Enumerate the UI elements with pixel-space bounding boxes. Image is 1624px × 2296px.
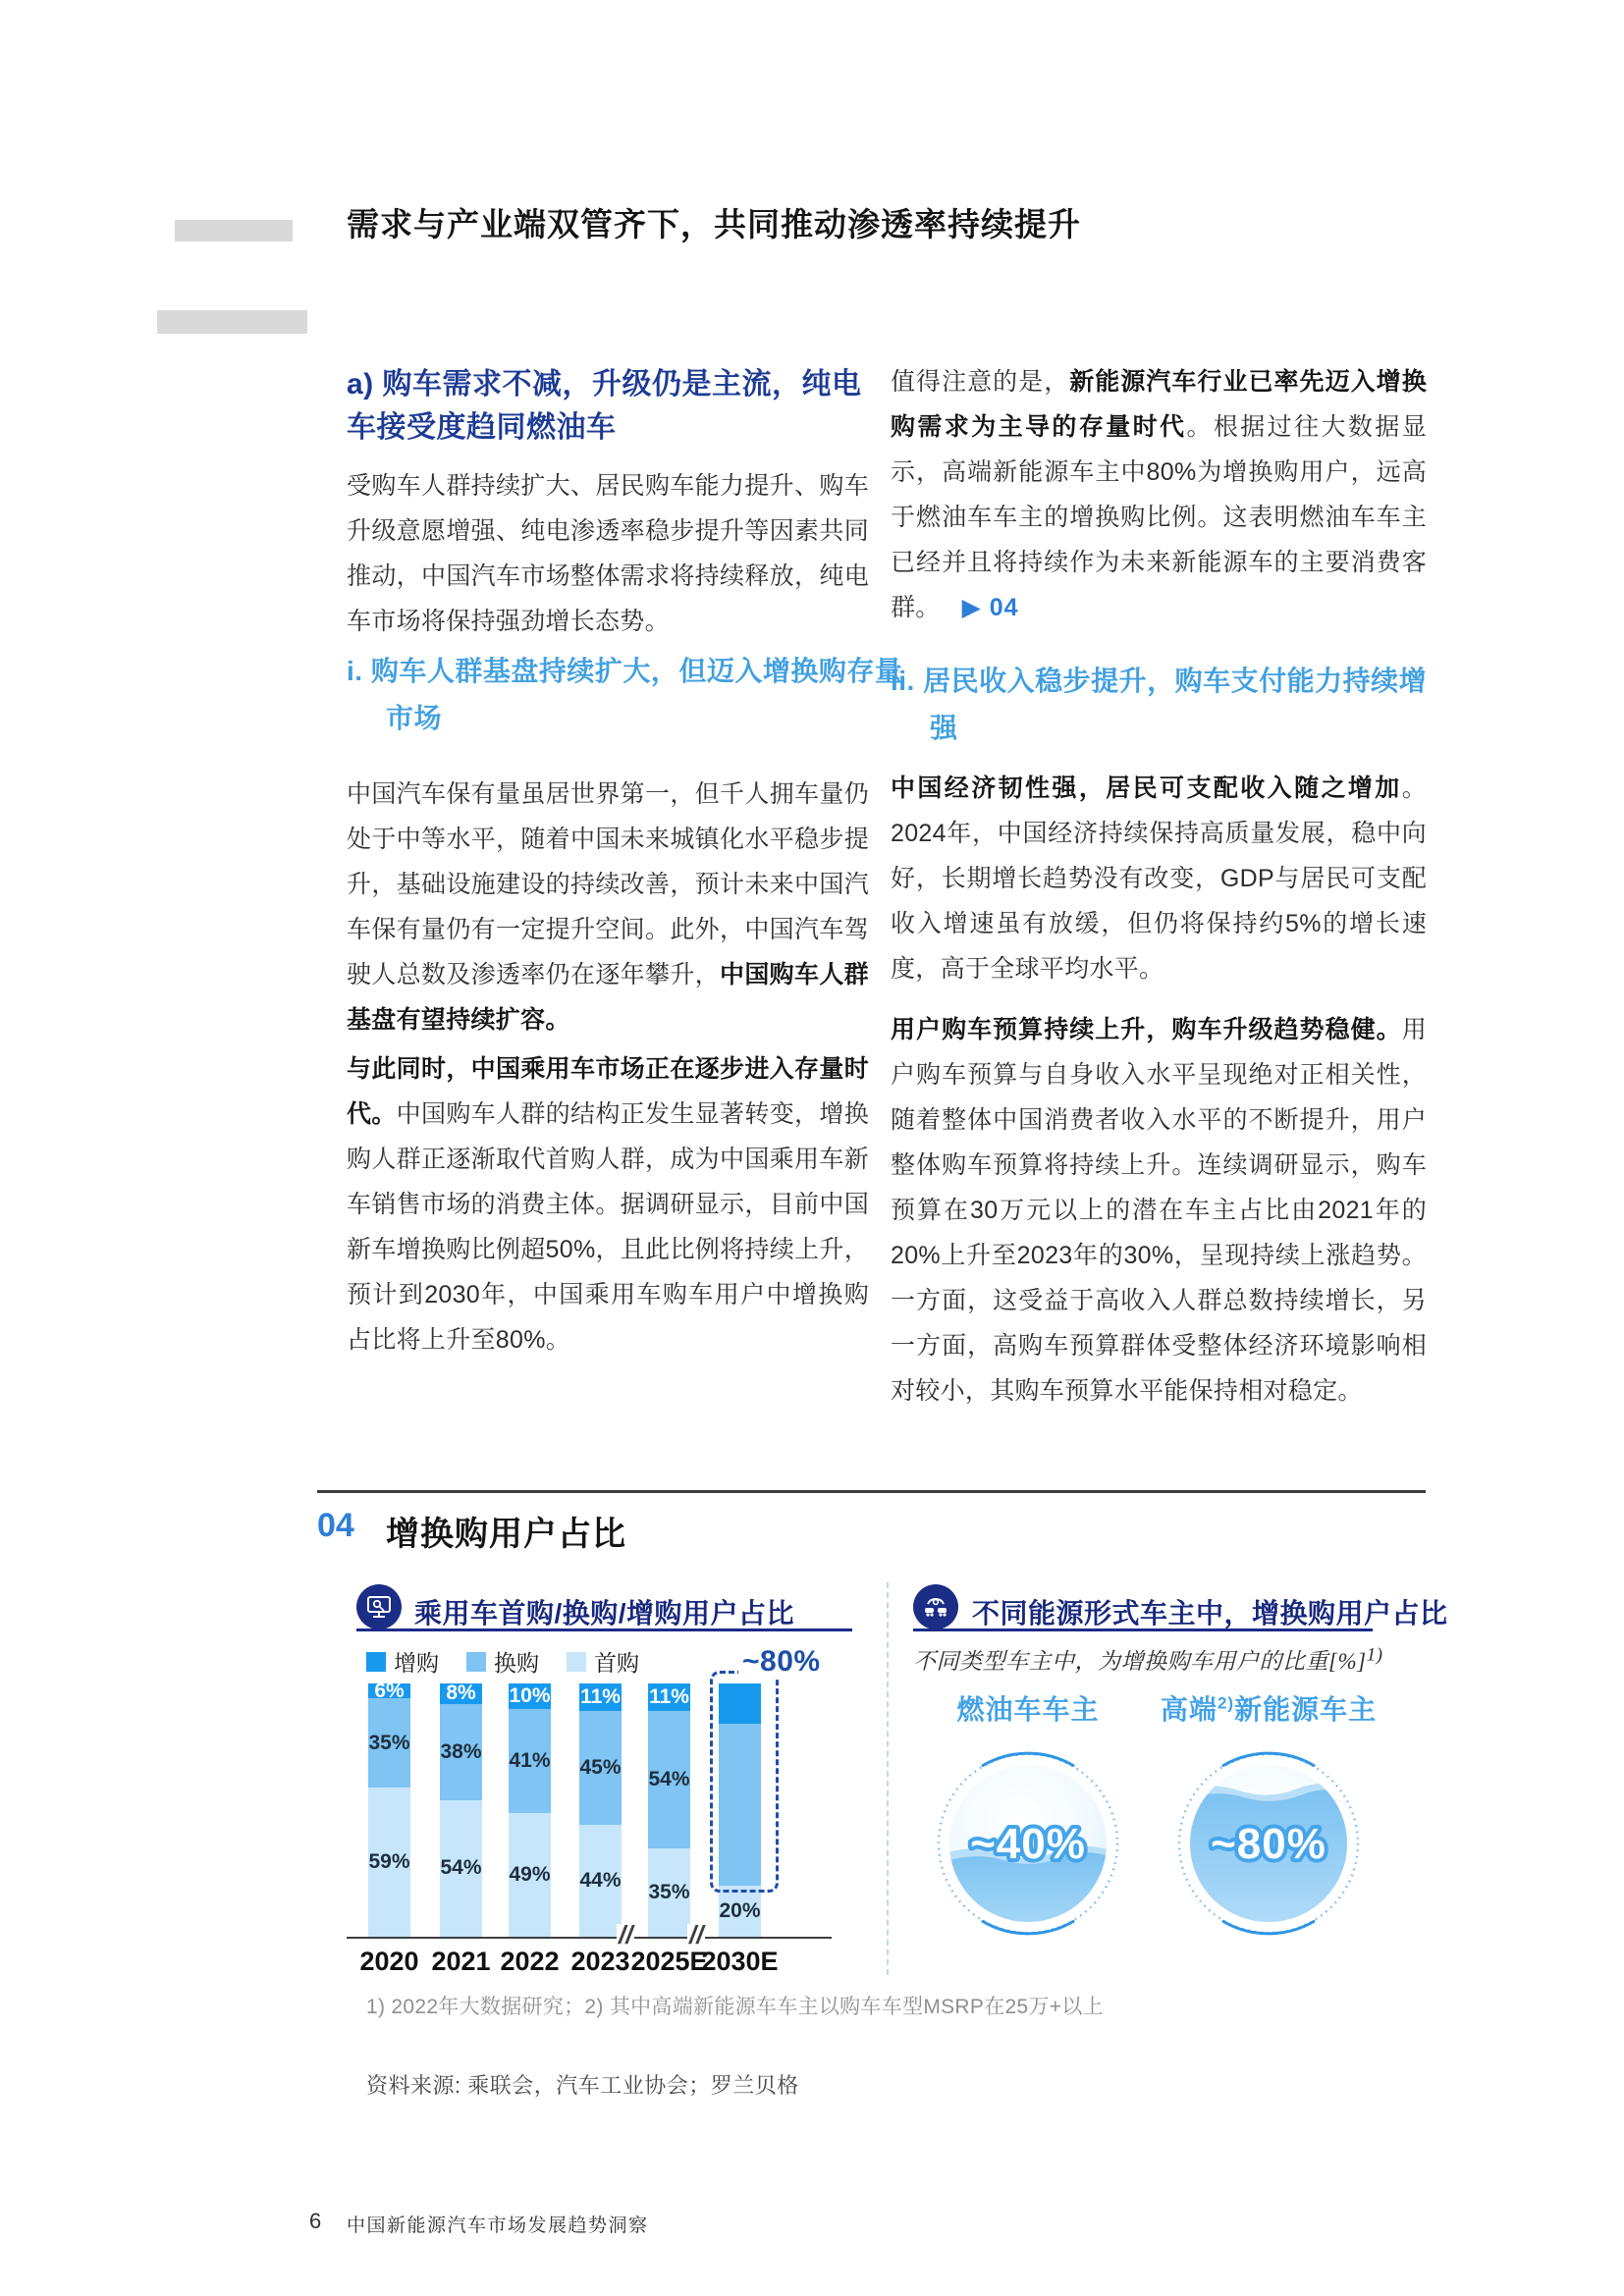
segment-label: 35%: [648, 1880, 690, 1903]
left-p1-text: 受购车人群持续扩大、居民购车能力提升、购车升级意愿增强、纯电渗透率稳步提升等因素共同推动，中国汽车市场整体需求将持续释放，纯电车市场将保持强劲增长态势。: [347, 472, 869, 635]
right-p2-normal: 。2024年，中国经济持续保持高质量发展，稳中向好，长期增长趋势没有改变，GDP与居民可支配收入增速虽有放缓，但仍将保持约5%的增长速度，高于全球平均水平。: [891, 774, 1427, 983]
segment-label: 11%: [649, 1685, 689, 1709]
segment-首购-2030E: [719, 1886, 761, 1937]
segment-首购-2023: [579, 1825, 622, 1937]
gauge-fuel-owners: [930, 1745, 1126, 1942]
bar-2025E: [648, 1683, 690, 1937]
segment-label: 38%: [440, 1739, 482, 1763]
x-axis-label-2020: 2020: [359, 1947, 419, 1976]
heading-i: i. 购车人群基盘持续扩大，但迈入增换购存量市场: [347, 656, 903, 733]
segment-首购-2020: [368, 1788, 410, 1937]
x-axis-label-2030E: 2030E: [701, 1947, 779, 1976]
figure-footnote: 1) 2022年大数据研究；2) 其中高端新能源车车主以购车车型MSRP在25万+以上: [366, 1996, 1104, 2018]
left-p3-bold: 与此同时，中国乘用车市场正在逐步进入存量时代。: [347, 1055, 869, 1128]
footer-title: 中国新能源汽车市场发展趋势洞察: [347, 2216, 649, 2236]
chart-panel-left-icon-circle: [356, 1584, 402, 1629]
gauge-label-fuel: 燃油车车主: [956, 1694, 1100, 1725]
figure-number: 04: [317, 1507, 354, 1544]
axis-break-2: //: [689, 1920, 704, 1949]
right-paragraph-1: [891, 359, 1427, 630]
bar-2021: [440, 1683, 482, 1937]
x-axis-line: [347, 1937, 832, 1939]
segment-换购-2023: [579, 1711, 622, 1825]
gauge-value-fuel: ~40%: [970, 1820, 1086, 1868]
x-axis-label-2022: 2022: [500, 1947, 560, 1976]
left-paragraph-3: [347, 1046, 869, 1362]
page-title: 需求与产业端双管齐下，共同推动渗透率持续提升: [347, 206, 1081, 242]
segment-增购-2021: [440, 1683, 482, 1704]
chart-panel-right-icon-circle: [913, 1584, 958, 1629]
segment-label: 20%: [719, 1899, 761, 1923]
segment-增购-2022: [509, 1683, 551, 1709]
figure-title: 增换购用户占比: [386, 1516, 626, 1553]
right-p1-bold: 新能源汽车行业已率先迈入增换购需求为主导的存量时代: [891, 368, 1427, 441]
panel-divider-dotted: [887, 1582, 889, 1975]
segment-label: 10%: [509, 1683, 551, 1707]
vehicles-energy-icon: [921, 1592, 950, 1622]
bar-2022: [509, 1683, 551, 1937]
segment-增购-2020: [368, 1679, 410, 1702]
segment-label: 8%: [446, 1682, 476, 1705]
gauge-subtitle-main: 不同类型车主中，为增换购车用户的比重[%]: [913, 1649, 1367, 1674]
gauge-label-nev: 高端$^{2)}$新能源车主: [1160, 1693, 1378, 1725]
bar-2023: [579, 1683, 622, 1937]
right-paragraph-3: [891, 1007, 1427, 1414]
segment-增购-2025E: [648, 1683, 690, 1711]
decorative-bar-bottom: [157, 310, 307, 334]
segment-label: 44%: [579, 1869, 622, 1893]
legend-label: 首购: [594, 1650, 639, 1676]
x-axis-label-2023: 2023: [570, 1947, 630, 1976]
segment-首购-2025E: [648, 1848, 690, 1937]
x-axis-label-2021: 2021: [431, 1947, 491, 1976]
gauge-top-arc: [1223, 1753, 1314, 1765]
legend-label: 增购: [394, 1650, 439, 1676]
segment-label: 6%: [374, 1679, 405, 1702]
segment-增购-2023: [579, 1683, 622, 1711]
bar-chart-title: 乘用车首购/换购/增购用户占比: [414, 1598, 795, 1629]
heading-a: a) 购车需求不减，升级仍是主流，纯电车接受度趋同燃油车: [347, 368, 862, 444]
gauge-subtitle-sup: 1): [1366, 1644, 1383, 1666]
segment-label: 59%: [368, 1849, 410, 1873]
right-p3-bold: 用户购车预算持续上升，购车升级趋势稳健。: [891, 1016, 1402, 1043]
segment-label: 11%: [580, 1685, 621, 1709]
segment-label: 54%: [648, 1768, 690, 1791]
page-number: 6: [309, 2209, 322, 2233]
segment-label: 41%: [509, 1748, 551, 1772]
segment-换购-2022: [509, 1709, 551, 1813]
annotation-dashed-box: [710, 1671, 779, 1893]
gauge-bottom-arc: [983, 1922, 1073, 1934]
gauge-bottom-arc: [1223, 1922, 1314, 1934]
x-axis-label-2025E: 2025E: [630, 1947, 708, 1976]
segment-首购-2022: [509, 1813, 551, 1937]
right-panel-underline: [913, 1629, 1373, 1631]
segment-首购-2021: [440, 1800, 482, 1937]
right-p2-bold: 中国经济韧性强，居民可支配收入随之增加: [891, 774, 1402, 802]
research-monitor-icon: [364, 1592, 394, 1622]
axis-break-1: //: [619, 1920, 633, 1949]
right-p1-pre: 值得注意的是，: [891, 368, 1070, 396]
section-divider-rule: [317, 1490, 1426, 1493]
decorative-bar-top: [175, 220, 293, 241]
left-panel-underline: [356, 1629, 852, 1631]
annotation-label: ~80%: [738, 1645, 825, 1679]
right-p1-post: 。根据过往大数据显示，高端新能源车主中80%为增换购用户，远高于燃油车车主的增换购比例。这表明燃油车车主已经并且将持续作为未来新能源车的主要消费客群。: [891, 413, 1427, 621]
segment-label: 45%: [579, 1756, 622, 1780]
source-line: 资料来源: 乘联会，汽车工业协会；罗兰贝格: [366, 2073, 799, 2098]
figure-reference-04: ▶ 04: [961, 594, 1019, 621]
left-p2-bold: 中国购车人群基盘有望持续扩容。: [347, 961, 869, 1034]
heading-ii: ii. 居民收入稳步提升，购车支付能力持续增强: [891, 666, 1428, 743]
segment-label: 49%: [509, 1862, 551, 1886]
segment-换购-2025E: [648, 1711, 690, 1847]
gauge-value-nev: ~80%: [1211, 1820, 1326, 1868]
gauge-chart-title: 不同能源形式车主中，增换购用户占比: [972, 1598, 1448, 1629]
left-p3-normal: 中国购车人群的结构正发生显著转变，增换购人群正逐渐取代首购人群，成为中国乘用车新车销售市场的消费主体。据调研显示，目前中国新车增换购比例超50%，且此比例将持续上升，预计到2030年，中国乘用车购车用户中增换购占比将上升至80%。: [347, 1100, 869, 1354]
segment-换购-2021: [440, 1704, 482, 1800]
gauge-nev-owners: [1170, 1745, 1367, 1942]
right-p3-normal: 用户购车预算与自身收入水平呈现绝对正相关性，随着整体中国消费者收入水平的不断提升，用户整体购车预算将持续上升。连续调研显示，购车预算在30万元以上的潜在车主占比由2021年的20%上升至2023年的30%，呈现持续上涨趋势。一方面，这受益于高收入人群总数持续增长，另一方面，高购车预算群体受整体经济环境影响相对较小，其购车预算水平能保持相对稳定。: [891, 1016, 1427, 1405]
segment-label: 35%: [368, 1731, 410, 1754]
bar-2020: [368, 1679, 410, 1937]
segment-换购-2020: [368, 1698, 410, 1787]
legend-label: 换购: [494, 1650, 539, 1676]
right-paragraph-2: [891, 766, 1427, 991]
gauge-top-arc: [983, 1753, 1073, 1765]
segment-label: 54%: [440, 1856, 482, 1880]
gauge-chart-subtitle: [913, 1643, 1383, 1676]
left-paragraph-1: [347, 463, 869, 644]
left-paragraph-2: [347, 772, 869, 1042]
left-p2-normal: 中国汽车保有量虽居世界第一，但千人拥车量仍处于中等水平，随着中国未来城镇化水平稳步提升，基础设施建设的持续改善，预计未来中国汽车保有量仍有一定提升空间。此外，中国汽车驾驶人总数及渗透率仍在逐年攀升，: [347, 780, 869, 988]
